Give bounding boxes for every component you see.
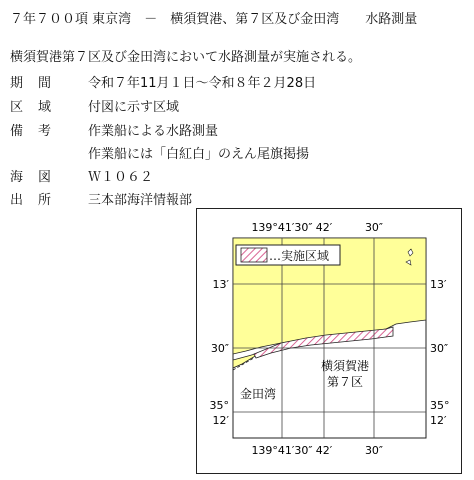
survey-map bbox=[196, 208, 462, 474]
tick-right-1: 30″ bbox=[430, 342, 449, 355]
notice-area: 東京湾 bbox=[92, 12, 132, 27]
detail-area bbox=[10, 96, 179, 115]
tick-right-2: 35° bbox=[430, 399, 450, 412]
place-district-7: 第７区 bbox=[327, 375, 364, 389]
detail-value: 作業船による水路測量 bbox=[88, 124, 219, 139]
legend-label: …実施区域 bbox=[269, 249, 330, 263]
detail-remarks bbox=[10, 120, 218, 139]
tick-bottom-2: 30″ bbox=[364, 444, 384, 457]
notice-number: ７年７００項 bbox=[10, 12, 89, 27]
notice-title bbox=[10, 8, 417, 27]
detail-label: 区 域 bbox=[10, 100, 53, 115]
map-inner bbox=[233, 238, 426, 438]
detail-value: 付図に示す区域 bbox=[88, 100, 180, 115]
tick-bottom-0: 139°41′30″ bbox=[251, 444, 313, 457]
detail-label: 備 考 bbox=[10, 124, 53, 139]
tick-left-2: 35° bbox=[209, 399, 229, 412]
legend bbox=[236, 245, 340, 265]
place-kanada-bay: 金田湾 bbox=[240, 387, 277, 401]
tick-left-1: 30″ bbox=[210, 342, 229, 355]
detail-remarks-2 bbox=[10, 143, 309, 162]
notice-type: 水路測量 bbox=[365, 12, 418, 27]
tick-right-0: 13′ bbox=[430, 278, 447, 291]
detail-value: 作業船には「白紅白」のえん尾旗掲揚 bbox=[88, 147, 310, 162]
notice-intro: 横須賀港第７区及び金田湾において水路測量が実施される。 bbox=[10, 50, 362, 65]
map-figure bbox=[196, 208, 462, 474]
tick-left-0: 13′ bbox=[212, 278, 229, 291]
legend-swatch bbox=[241, 248, 267, 262]
detail-value: 三本部海洋情報部 bbox=[88, 193, 193, 208]
notice-subject: 横須賀港、第７区及び金田湾 bbox=[170, 12, 340, 27]
tick-right-3: 12′ bbox=[430, 414, 447, 427]
tick-bottom-1: 42′ bbox=[315, 444, 333, 457]
tick-top-1: 42′ bbox=[315, 221, 333, 234]
detail-label: 期 間 bbox=[10, 76, 53, 91]
detail-label: 出 所 bbox=[10, 193, 53, 208]
detail-value: Ｗ１０６２ bbox=[88, 170, 154, 185]
detail-source bbox=[10, 189, 192, 208]
tick-top-0: 139°41′30″ bbox=[251, 221, 313, 234]
detail-chart bbox=[10, 166, 153, 185]
detail-period bbox=[10, 72, 316, 91]
detail-value: 令和７年11月１日～令和８年２月28日 bbox=[88, 76, 317, 91]
detail-label: 海 図 bbox=[10, 170, 53, 185]
tick-top-2: 30″ bbox=[364, 221, 384, 234]
notice-dash: － bbox=[144, 12, 158, 27]
tick-left-3: 12′ bbox=[212, 414, 229, 427]
place-yokosuka-port: 横須賀港 bbox=[321, 359, 370, 373]
